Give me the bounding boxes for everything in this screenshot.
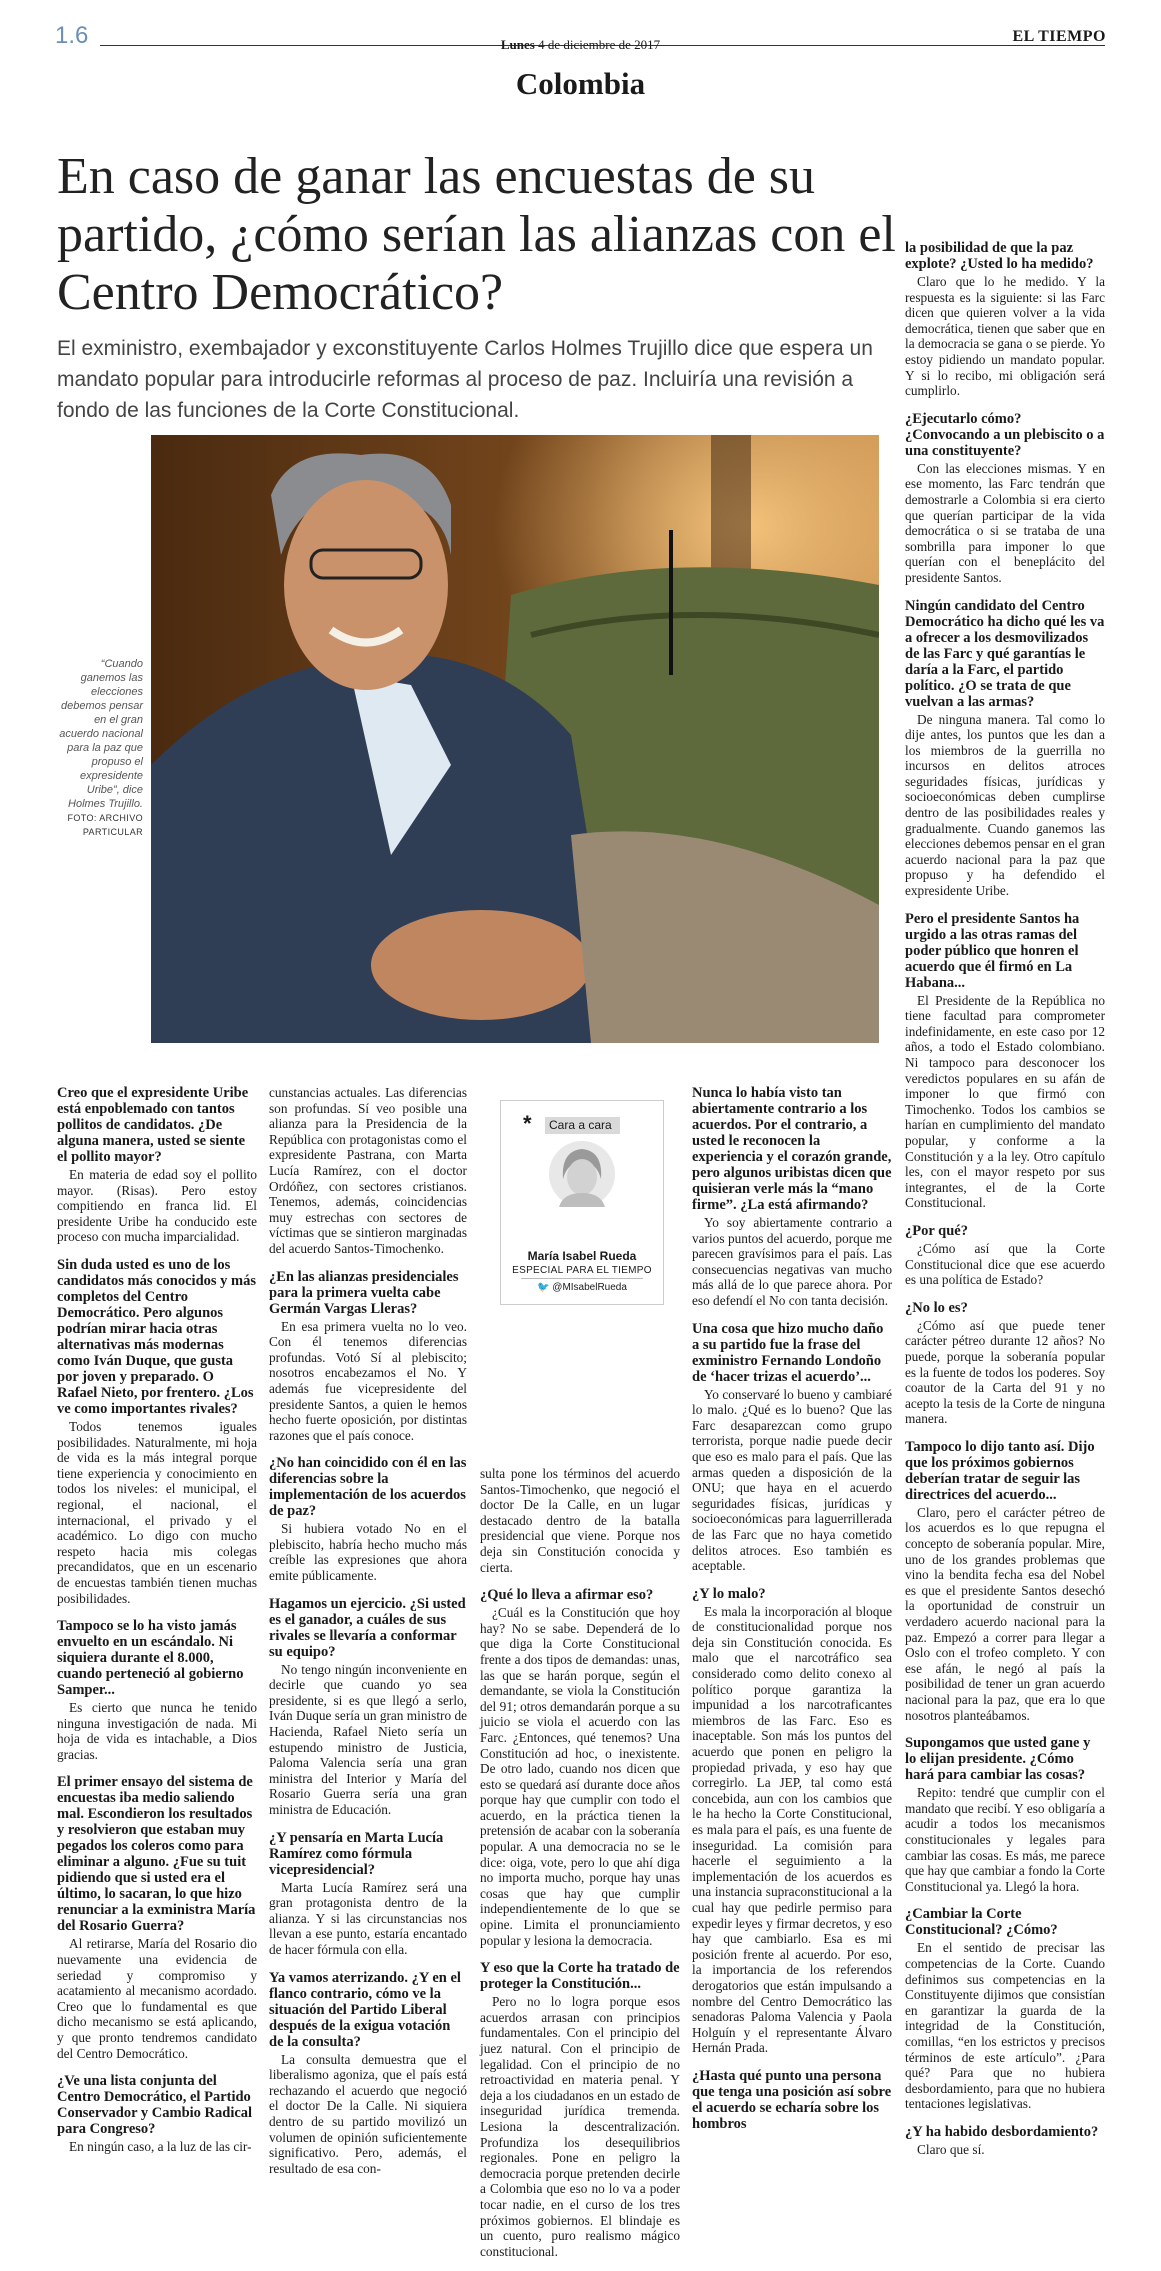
interview-answer: Claro, pero el carácter pétreo de los acuerdos es lo que repugna el concepto de soberanía popular. Mire, uno de los grandes problemas que vino la bendita fecha esa del Nobel es que el presidente Santos desechó la oportunidad de construir un verdadero acuerdo nacional para la paz. Empezó a correr para llegar a Oslo con el trofeo completo. Y con ese afán, le negó al país la posibilidad de tener un gran acuerdo nacional para la paz, que era lo que nosotros planteábamos. — [905, 1504, 1105, 1723]
newspaper-brand: EL TIEMPO — [1012, 28, 1106, 45]
author-portrait — [549, 1141, 615, 1207]
interview-answer: ¿Cómo así que la Corte Constitucional dice que ese acuerdo es una política de Estado? — [905, 1240, 1105, 1288]
cara-a-cara-tag: Cara a cara — [545, 1117, 620, 1134]
interview-answer: ¿Cómo así que puede tener carácter pétreo durante 12 años? No puede, porque la soberanía popular es la fuente de todos los poderes. Soy coautor de la Carta del 91 y no acepto la tesis de la Corte de ninguna manera. — [905, 1317, 1105, 1427]
interview-answer: No tengo ningún inconveniente en decirle que cuando yo sea presidente, si es que llegó a serlo, Iván Duque sería un gran ministro de Hacienda, Rafael Nieto sería un estupendo ministro de Justicia, Paloma Valencia sería una gran ministra del Interior y María del Rosario Guerra sería una gran ministra de Educación. — [269, 1661, 467, 1817]
interview-question: El primer ensayo del sistema de encuestas iba medio saliendo mal. Escondieron los resultados y resolvieron que estaban muy pegados los coleros como para eliminar a alguno. ¿Fue su tuit pidiendo que si usted era el último, lo sacaran, lo que hizo renunciar a la exministra María del Rosario Guerra? — [57, 1774, 256, 1935]
interview-question: Sin duda usted es uno de los candidatos más conocidos y más completos del Centro Democrático. Pero algunos podrían mirar hacia otras alternativas más modernas como Iván Duque, que gusta por joven y preparado. O Rafael Nieto, por frentero. ¿Los ve como importantes rivales? — [57, 1256, 256, 1417]
interview-answer: El Presidente de la República no tiene facultad para comprometer indefinidamente, en este caso por 12 años, a todo el Estado colombiano. Ni tampoco para desconocer los veredictos populares en su afán de imponer lo que firmó con Timochenko. Todos los cambios se harían en cumplimiento del mandato popular, y conforme a la Constitución y a la ley. Otro capítulo les, con el mayor respeto por sus integrantes, el de la Corte Constitucional. — [905, 992, 1105, 1211]
column-4 — [692, 1085, 892, 2134]
interview-question: ¿Qué lo lleva a afirmar eso? — [480, 1587, 654, 1604]
interview-question: Creo que el expresidente Uribe está enpoblemado con tantos pollitos de candidatos. ¿De alguna manera, usted se siente el pollito mayor? — [57, 1085, 249, 1165]
interview-question: Y eso que la Corte ha tratado de proteger la Constitución... — [480, 1960, 680, 1993]
interview-answer: Claro que sí. — [917, 2141, 985, 2157]
interview-answer: En el sentido de precisar las competencias de la Corte. Cuando definimos sus competencias en la Constituyente dijimos que consistían en garantizar la guarda de la integridad de la Constitución, comillas, “en los estrictos y precisos términos de este artículo”. ¿Para qué? Para que no hubiera desbordamiento, para que no hubiera tentaciones legislativas. — [905, 1940, 1105, 2112]
date-text: 4 de diciembre de 2017 — [538, 37, 661, 52]
section-title: Colombia — [515, 66, 646, 101]
interview-question: Ya vamos aterrizando. ¿Y en el flanco contrario, cómo ve la situación del Partido Liberal después de la exigua votación de la consulta? — [269, 1969, 461, 2050]
column-right — [905, 240, 1105, 2169]
interview-question: ¿Y ha habido desbordamiento? — [905, 2123, 1099, 2140]
interview-question: la posibilidad de que la paz explote? ¿Usted lo ha medido? — [905, 240, 1094, 272]
interview-answer: Si hubiera votado No en el plebiscito, habría hecho mucho más creíble las expresiones que ahora emite públicamente. — [269, 1521, 467, 1584]
headline: En caso de ganar las encuestas de su partido, ¿cómo serían las alianzas con el Centro Democrático? — [57, 148, 896, 321]
interview-question: ¿Ejecutarlo cómo? ¿Convocando a un plebiscito o a una constituyente? — [905, 410, 1105, 459]
main-photo — [151, 435, 879, 1043]
interview-question: ¿Cambiar la Corte Constitucional? ¿Cómo? — [905, 1906, 1058, 1939]
star-icon: * — [523, 1111, 532, 1136]
interview-answer: La consulta demuestra que el liberalismo agoniza, que el país está rechazando el acuerdo que negoció el doctor De la Calle. Ni siquiera dentro de su partido movilizó un volumen de opinión suficientemente significativo. Pero, además, el resultado de esa con- — [269, 2051, 467, 2176]
article-dek: El exministro, exembajador y exconstituyente Carlos Holmes Trujillo dice que espera un mandato popular para introducirle reformas al proceso de paz. Incluiría una revisión a fondo de las funciones de la Corte Constitucional. — [57, 337, 873, 422]
interview-answer: En materia de edad soy el pollito mayor. (Risas). Pero estoy compitiendo en franca lid. El presidente Uribe ha conducido este proceso con mucha imparcialidad. — [57, 1167, 257, 1245]
interview-question: Pero el presidente Santos ha urgido a las otras ramas del poder público que honren el acuerdo que él firmó en La Habana... — [905, 910, 1080, 991]
interview-question: ¿Hasta qué punto una persona que tenga una posición así sobre el acuerdo se echaría sobre los hombros — [692, 2067, 892, 2132]
caption-text: “Cuando ganemos las elecciones debemos pensar en el gran acuerdo nacional para la paz que propuso el expresidente Uribe”, dice Holmes Trujillo. — [59, 658, 143, 810]
interview-question: Tampoco se lo ha visto jamás envuelto en un escándalo. Ni siquiera durante el 8.000, cuando perteneció al gobierno Samper... — [57, 1618, 244, 1699]
interview-question: ¿No han coincidido con él en las diferencias sobre la implementación de los acuerdos de paz? — [269, 1455, 467, 1520]
twitter-handle — [501, 1282, 663, 1293]
interview-question: Supongamos que usted gane y lo elijan presidente. ¿Cómo hará para cambiar las cosas? — [905, 1735, 1091, 1784]
interview-question: ¿Y lo malo? — [692, 1585, 766, 1602]
photo-caption — [55, 657, 143, 839]
interview-answer: Yo conservaré lo bueno y cambiaré lo malo. ¿Qué es lo bueno? Que las Farc desaparezcan como grupo terrorista, porque nadie puede decir que eso es malo para el país. Que las armas queden a disposición de la ONU; que haya en el acuerdo seguridades físicas, jurídicas y socioeconómicas para laguerrillerada de las Farc que no haya cometido delitos atroces. Eso también es aceptable. — [692, 1386, 892, 1574]
date-weekday: Lunes — [500, 37, 535, 52]
interview-question: Una cosa que hizo mucho daño a su partido fue la frase del exministro Fernando Londoño de ‘hacer trizas el acuerdo’... — [692, 1320, 884, 1385]
twitter-handle-text: @MIsabelRueda — [552, 1282, 627, 1293]
interview-answer: Es cierto que nunca he tenido ninguna investigación de nada. Mi hoja de vida es intachable, a Dios gracias. — [57, 1700, 257, 1762]
interview-question: ¿Por qué? — [905, 1222, 968, 1239]
interview-answer: Con las elecciones mismas. Y en ese momento, las Farc tendrán que demostrarle a Colombia si era cierto que querían participar de la vida democrática o si se trataba de una sombrilla para imponer lo que querían con el beneplácito del presidente Santos. — [905, 460, 1105, 585]
interview-question: Ningún candidato del Centro Democrático ha dicho qué les va a ofrecer a los desmovilizados de las Farc y qué garantías le daría a la Farc, el partido político. ¿O se trata de que vuelvan a las armas? — [905, 597, 1105, 710]
interview-question: Tampoco lo dijo tanto así. Dijo que los próximos gobiernos deberían tratar de seguir las directrices del acuerdo... — [905, 1438, 1095, 1503]
column-1 — [57, 1085, 257, 2167]
interview-answer: En esa primera vuelta no lo veo. Con él tenemos diferencias profundas. Votó Sí al plebiscito; nosotros encabezamos el No. Y además fue vicepresidente del presidente Santos, a quien le hemos hecho fuerte oposición, por distintas razones que el país conoce. — [269, 1318, 467, 1443]
interview-question: ¿Y pensaría en Marta Lucía Ramírez como fórmula vicepresidencial? — [269, 1829, 444, 1878]
author-role: ESPECIAL PARA EL TIEMPO — [512, 1265, 652, 1276]
interview-answer: Claro que lo he medido. Y la respuesta es la siguiente: si las Farc dicen que quieren volver a la vida democrática, tienen que saber que en la democracia se gana o se pierde. Yo estoy pidiendo un mandato popular. Y si lo recibo, mi obligación será cumplirlo. — [905, 274, 1105, 399]
interview-answer: ¿Cuál es la Constitución que hoy hay? No se sabe. Dependerá de lo que diga la Corte Constitucional frente a dos tipos de demandas: unas, las que se harán porque, según el demandante, se viola la Constitución del 91; otros demandarán porque a su juicio se viola el acuerdo con las Farc. ¿Entonces, qué tenemos? Una Constitución ad hoc, o inexistente. De otro lado, cuando nos dicen que esto se quedará así durante doce años porque hay que cumplir con todo el acuerdo, en la práctica tienen la pretensión de acabar con la soberanía popular. A una democracia no se le dice: oiga, vote, pero lo que ahí diga no importa mucho, porque hay unas cosas que hay que cumplir independientemente de lo que se opine. Limita el pronunciamiento popular y lesiona la democracia. — [480, 1605, 680, 1948]
interview-answer: De ninguna manera. Tal como lo dije antes, los puntos que les dan a los miembros de la guerrilla no incursos en delitos atroces seguridades físicas, jurídicas y socioeconómicas deben cumplirse dentro de las posibilidades reales y gradualmente. Cuando ganemos las elecciones debemos pensar en el gran acuerdo nacional para la paz que propuso y ha defendido el expresidente Uribe. — [905, 711, 1105, 899]
page-number: 1.6 — [55, 22, 89, 49]
photo-credit: FOTO: ARCHIVO PARTICULAR — [67, 813, 143, 837]
interview-answer: Repito: tendré que cumplir con el mandato que recibí. Y eso obligaría a acudir a todos los mecanismos constitucionales y legales para cambiar las cosas. Es más, me parece que hay que cambiar a fondo la Corte Constitucional ya. Llegó la hora. — [905, 1785, 1105, 1894]
interview-answer: sulta pone los términos del acuerdo Santos-Timochenko, que negoció el doctor De la Calle, en un lugar destacado dentro de la batalla presidencial que viene. Porque nos deja sin Constitución conocida y cierta. — [480, 1466, 680, 1575]
column-2 — [269, 1085, 467, 2188]
interview-answer: Al retirarse, María del Rosario dio nuevamente una evidencia de seriedad y compromiso y acatamiento al mecanismo acordado. Creo que lo fundamental es que dicho mecanismo se está aplicando, y que pronto tendremos candidato del Centro Democrático. — [57, 1936, 257, 2061]
dateline — [0, 37, 1161, 53]
interview-answer: Todos tenemos iguales posibilidades. Naturalmente, mi hoja de vida es la más integral porque tiene experiencia y conocimiento en todos los niveles: el municipal, el regional, el nacional, el internacional, el privado y el académico. Lo digo con mucho respeto hacia mis colegas precandidatos, que en un escenario de encuestas también tienen muchas posibilidades. — [57, 1418, 257, 1606]
interview-answer: Pero no lo logra porque esos acuerdos arrasan con principios fundamentales. Con el principio del juez natural. Con el principio de legalidad. Con el principio de no retroactividad en materia penal. Y deja a los ciudadanos en un estado de inseguridad jurídica tremenda. Lesiona la descentralización. Profundiza los desequilibrios regionales. Pone en peligro la democracia porque pretenden decirle a Colombia que eso no lo va a poder tocar nadie, en el curso de los tres próximos gobiernos. El blindaje es un cuento, puro realismo mágico constitucional. — [480, 1994, 680, 2259]
box-divider — [521, 1278, 643, 1279]
interview-answer: En ningún caso, a la luz de las cir- — [69, 2139, 252, 2155]
twitter-icon: 🐦 — [537, 1282, 550, 1293]
author-name: María Isabel Rueda — [527, 1249, 637, 1263]
interview-question: ¿No lo es? — [905, 1299, 968, 1316]
interview-answer: Es mala la incorporación al bloque de constitucionalidad porque nos deja sin Constitución conocida. Es malo que el narcotráfico sea considerado como delito conexo al político porque garantiza la impunidad a los narcotraficantes miembros de las Farc. Eso es inaceptable. Son más los puntos del acuerdo que ponen en peligro la propiedad privada, y eso hay que corregirlo. La JEP, tal como está concebida, aun con los cambios que le ha hecho la Corte Constitucional, es mala para el país, es una fuente de inseguridad. La comisión para hacerle el seguimiento a la implementación de los acuerdos es una instancia supraconstitucional a la cual hay que pedirle permiso para expedir leyes y firmar decretos, y eso hay que cambiarlo. Esa es mi posición frente al acuerdo. Por eso, la importancia de los referendos derogatorios que están impulsando a nombre del Centro Democrático las senadoras Paloma Valencia y Paola Holguín y el representante Álvaro Hernán Prada. — [692, 1603, 892, 2056]
interview-question: Nunca lo había visto tan abiertamente contrario a los acuerdos. Por el contrario, a usted le reconocen la experiencia y el corazón grande, pero algunos uribistas dicen que quisieran verle más la “mano firme”. ¿La está afirmando? — [692, 1085, 892, 1213]
interview-question: ¿En las alianzas presidenciales para la primera vuelta cabe Germán Vargas Lleras? — [269, 1268, 459, 1317]
byline-box — [500, 1100, 664, 1305]
interview-question: Hagamos un ejercicio. ¿Si usted es el ganador, a cuáles de sus rivales se llevaría a conformar su equipo? — [269, 1595, 466, 1660]
interview-answer: cunstancias actuales. Las diferencias son profundas. Sí veo posible una alianza para la Presidencia de la República con protagonistas como el expresidente Pastrana, con Marta Lucía Ramírez, con el doctor Ordóñez, con sectores cristianos. Tenemos, además, coincidencias muy estrechas con sectores de víctimas que se sintieron marginadas del acuerdo Santos-Timochenko. — [269, 1085, 467, 1256]
column-3 — [480, 1466, 680, 2271]
interview-question: ¿Ve una lista conjunta del Centro Democrático, el Partido Conservador y Cambio Radical para Congreso? — [57, 2073, 253, 2138]
interview-answer: Marta Lucía Ramírez será una gran protagonista dentro de la alianza. Y si las circunstancias nos llevan a ese punto, estaría encantado de hacer fórmula con ella. — [269, 1879, 467, 1957]
interview-answer: Yo soy abiertamente contrario a varios puntos del acuerdo, porque me parecen gravísimos para el país. Las consecuencias negativas van mucho más allá de lo que parece ahora. Por eso defendí el No con tanta decisión. — [692, 1215, 892, 1308]
portrait-illustration — [151, 435, 879, 1043]
